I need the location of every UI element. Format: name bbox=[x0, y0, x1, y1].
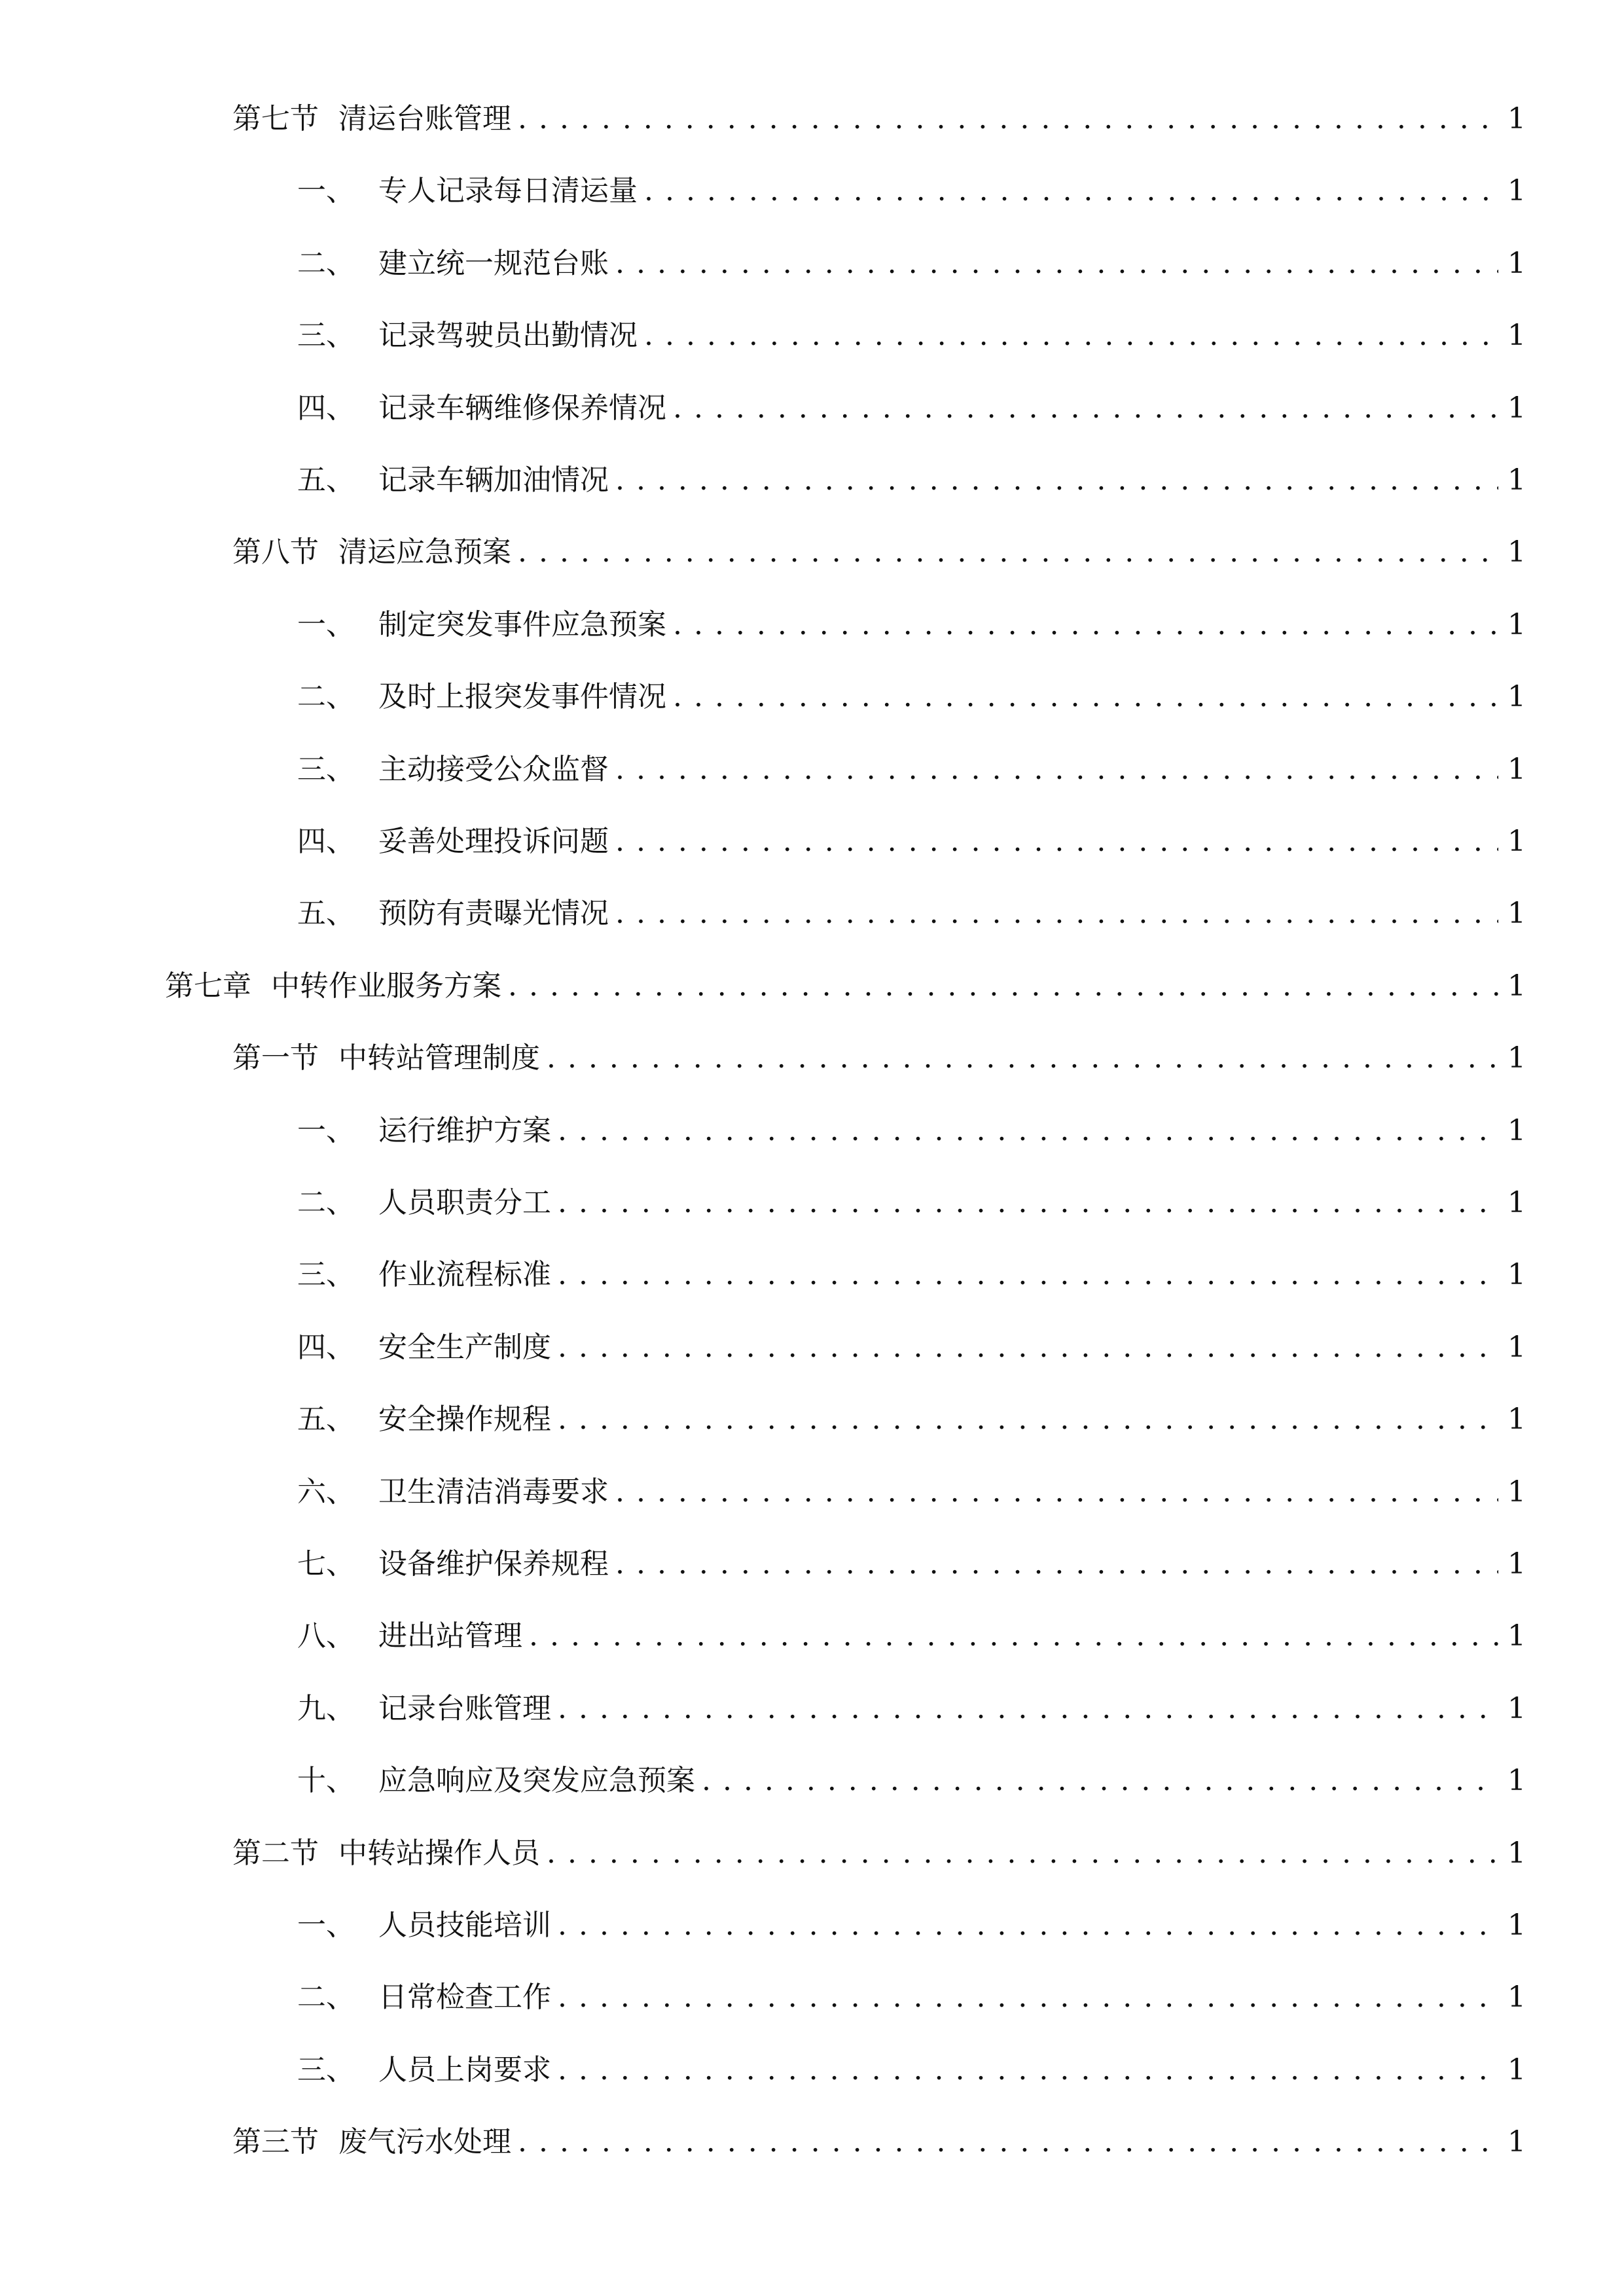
toc-page-number: 1 bbox=[1507, 247, 1526, 280]
toc-entry-number: 五、 bbox=[297, 897, 355, 930]
toc-entry-title: 中转站管理制度 bbox=[338, 1041, 540, 1075]
toc-dot-leader bbox=[558, 2049, 1498, 2091]
toc-page-number: 1 bbox=[1507, 608, 1526, 641]
toc-entry-title: 记录车辆加油情况 bbox=[378, 463, 609, 497]
toc-entry-title: 中转站操作人员 bbox=[338, 1837, 540, 1870]
toc-dot-leader bbox=[702, 1760, 1498, 1802]
toc-entry-number: 第七节 bbox=[232, 102, 319, 135]
toc-page-number: 1 bbox=[1507, 825, 1526, 858]
toc-entry[interactable] bbox=[297, 1399, 1526, 1441]
toc-entry[interactable] bbox=[297, 459, 1526, 501]
toc-page-number: 1 bbox=[1507, 1764, 1526, 1797]
toc-entry-number: 八、 bbox=[297, 1619, 355, 1653]
toc-dot-leader bbox=[644, 315, 1498, 357]
toc-entry-title: 作业流程标准 bbox=[378, 1258, 551, 1291]
toc-dot-leader bbox=[547, 1833, 1498, 1874]
toc-dot-leader bbox=[518, 2121, 1498, 2163]
toc-entry[interactable] bbox=[297, 1110, 1526, 1152]
toc-entry-number: 三、 bbox=[297, 2053, 355, 2087]
toc-entry[interactable] bbox=[232, 98, 1526, 140]
toc-dot-leader bbox=[615, 243, 1498, 285]
toc-entry[interactable] bbox=[297, 749, 1526, 791]
toc-page-number: 1 bbox=[1507, 2125, 1526, 2159]
toc-page-number: 1 bbox=[1507, 1981, 1526, 2014]
toc-page-number: 1 bbox=[1507, 1331, 1526, 1364]
toc-entry-number: 二、 bbox=[297, 1981, 355, 2014]
toc-entry-number: 二、 bbox=[297, 247, 355, 280]
toc-dot-leader bbox=[558, 1110, 1498, 1152]
toc-dot-leader bbox=[518, 531, 1498, 573]
toc-entry-title: 清运应急预案 bbox=[338, 535, 511, 569]
toc-dot-leader bbox=[615, 459, 1498, 501]
toc-entry[interactable] bbox=[297, 893, 1526, 935]
toc-entry[interactable] bbox=[297, 170, 1526, 212]
toc-entry-number: 二、 bbox=[297, 680, 355, 713]
toc-dot-leader bbox=[558, 1977, 1498, 2018]
toc-page-number: 1 bbox=[1507, 1258, 1526, 1291]
toc-entry[interactable] bbox=[297, 1543, 1526, 1585]
toc-entry[interactable] bbox=[297, 1615, 1526, 1657]
toc-page-number: 1 bbox=[1507, 2053, 1526, 2087]
toc-entry-title: 人员职责分工 bbox=[378, 1186, 551, 1219]
toc-entry-number: 第七章 bbox=[165, 969, 251, 1003]
toc-dot-leader bbox=[558, 1905, 1498, 1946]
toc-entry[interactable] bbox=[297, 821, 1526, 863]
toc-page-number: 1 bbox=[1507, 391, 1526, 425]
toc-entry-title: 记录台账管理 bbox=[378, 1692, 551, 1725]
toc-dot-leader bbox=[615, 1543, 1498, 1585]
toc-dot-leader bbox=[558, 1327, 1498, 1369]
toc-page-number: 1 bbox=[1507, 1475, 1526, 1509]
toc-entry[interactable] bbox=[297, 1688, 1526, 1730]
toc-dot-leader bbox=[615, 821, 1498, 863]
toc-entry-title: 安全生产制度 bbox=[378, 1331, 551, 1364]
toc-entry[interactable] bbox=[297, 604, 1526, 646]
toc-page-number: 1 bbox=[1507, 174, 1526, 207]
toc-entry-title: 进出站管理 bbox=[378, 1619, 522, 1653]
toc-entry-number: 二、 bbox=[297, 1186, 355, 1219]
toc-entry-number: 五、 bbox=[297, 463, 355, 497]
toc-entry[interactable] bbox=[297, 1327, 1526, 1369]
toc-dot-leader bbox=[558, 1688, 1498, 1730]
toc-entry-title: 应急响应及突发应急预案 bbox=[378, 1764, 695, 1797]
toc-dot-leader bbox=[518, 98, 1498, 140]
toc-entry-number: 第一节 bbox=[232, 1041, 319, 1075]
toc-page-number: 1 bbox=[1507, 969, 1526, 1003]
toc-entry[interactable] bbox=[297, 243, 1526, 285]
toc-entry-number: 三、 bbox=[297, 319, 355, 352]
toc-entry[interactable] bbox=[232, 1037, 1526, 1079]
toc-dot-leader bbox=[615, 893, 1498, 935]
toc-dot-leader bbox=[508, 965, 1498, 1007]
toc-entry-title: 设备维护保养规程 bbox=[378, 1547, 609, 1581]
toc-page-number: 1 bbox=[1507, 102, 1526, 135]
toc-entry-number: 一、 bbox=[297, 174, 355, 207]
toc-entry-number: 九、 bbox=[297, 1692, 355, 1725]
toc-entry-title: 废气污水处理 bbox=[338, 2125, 511, 2159]
toc-entry-number: 第二节 bbox=[232, 1837, 319, 1870]
toc-entry-number: 六、 bbox=[297, 1475, 355, 1509]
toc-entry-number: 一、 bbox=[297, 608, 355, 641]
toc-entry[interactable] bbox=[165, 965, 1526, 1007]
toc-entry-number: 四、 bbox=[297, 391, 355, 425]
toc-entry-number: 一、 bbox=[297, 1114, 355, 1147]
toc-entry-title: 记录车辆维修保养情况 bbox=[378, 391, 666, 425]
toc-page-number: 1 bbox=[1507, 1619, 1526, 1653]
toc-entry[interactable] bbox=[297, 676, 1526, 718]
toc-page-number: 1 bbox=[1507, 1547, 1526, 1581]
toc-page-number: 1 bbox=[1507, 1692, 1526, 1725]
toc-page-number: 1 bbox=[1507, 1041, 1526, 1075]
toc-entry-number: 三、 bbox=[297, 1258, 355, 1291]
toc-entry-title: 专人记录每日清运量 bbox=[378, 174, 638, 207]
toc-page-number: 1 bbox=[1507, 680, 1526, 713]
toc-entry[interactable] bbox=[297, 1977, 1526, 2018]
toc-page-number: 1 bbox=[1507, 897, 1526, 930]
toc-page-number: 1 bbox=[1507, 753, 1526, 786]
toc-entry-number: 七、 bbox=[297, 1547, 355, 1581]
toc-entry[interactable] bbox=[297, 1254, 1526, 1296]
toc-entry-number: 四、 bbox=[297, 1331, 355, 1364]
toc-entry-title: 人员上岗要求 bbox=[378, 2053, 551, 2087]
toc-entry-title: 记录驾驶员出勤情况 bbox=[378, 319, 638, 352]
toc-entry-number: 一、 bbox=[297, 1909, 355, 1942]
toc-page-number: 1 bbox=[1507, 1403, 1526, 1436]
toc-entry[interactable] bbox=[297, 315, 1526, 357]
toc-dot-leader bbox=[529, 1615, 1498, 1657]
toc-entry-title: 建立统一规范台账 bbox=[378, 247, 609, 280]
toc-entry-title: 主动接受公众监督 bbox=[378, 753, 609, 786]
toc-page-number: 1 bbox=[1507, 535, 1526, 569]
toc-dot-leader bbox=[558, 1254, 1498, 1296]
toc-dot-leader bbox=[673, 676, 1498, 718]
toc-entry[interactable] bbox=[232, 1833, 1526, 1874]
toc-entry-number: 四、 bbox=[297, 825, 355, 858]
toc-entry[interactable] bbox=[297, 1182, 1526, 1224]
toc-entry-number: 十、 bbox=[297, 1764, 355, 1797]
toc-entry-number: 第三节 bbox=[232, 2125, 319, 2159]
toc-entry[interactable] bbox=[297, 1471, 1526, 1513]
toc-entry-title: 人员技能培训 bbox=[378, 1909, 551, 1942]
toc-entry[interactable] bbox=[297, 1760, 1526, 1802]
toc-entry[interactable] bbox=[232, 531, 1526, 573]
toc-dot-leader bbox=[558, 1182, 1498, 1224]
toc-page-number: 1 bbox=[1507, 1186, 1526, 1219]
toc-entry-title: 运行维护方案 bbox=[378, 1114, 551, 1147]
toc-dot-leader bbox=[644, 170, 1498, 212]
toc-page-number: 1 bbox=[1507, 463, 1526, 497]
toc-dot-leader bbox=[558, 1399, 1498, 1441]
toc-entry-title: 日常检查工作 bbox=[378, 1981, 551, 2014]
toc-entry-title: 制定突发事件应急预案 bbox=[378, 608, 666, 641]
toc-entry[interactable] bbox=[232, 2121, 1526, 2163]
toc-entry[interactable] bbox=[297, 387, 1526, 429]
toc-entry[interactable] bbox=[297, 2049, 1526, 2091]
toc-entry-title: 安全操作规程 bbox=[378, 1403, 551, 1436]
toc-entry-title: 卫生清洁消毒要求 bbox=[378, 1475, 609, 1509]
toc-entry-title: 中转作业服务方案 bbox=[271, 969, 501, 1003]
toc-page-number: 1 bbox=[1507, 1909, 1526, 1942]
toc-entry-number: 三、 bbox=[297, 753, 355, 786]
toc-page-number: 1 bbox=[1507, 319, 1526, 352]
toc-dot-leader bbox=[673, 604, 1498, 646]
toc-entry-title: 妥善处理投诉问题 bbox=[378, 825, 609, 858]
toc-entry[interactable] bbox=[297, 1905, 1526, 1946]
toc-page-number: 1 bbox=[1507, 1114, 1526, 1147]
toc-entry-title: 及时上报突发事件情况 bbox=[378, 680, 666, 713]
toc-entry-title: 清运台账管理 bbox=[338, 102, 511, 135]
toc-entry-title: 预防有责曝光情况 bbox=[378, 897, 609, 930]
toc-dot-leader bbox=[547, 1037, 1498, 1079]
toc-entry-number: 五、 bbox=[297, 1403, 355, 1436]
toc-dot-leader bbox=[615, 1471, 1498, 1513]
toc-entry-number: 第八节 bbox=[232, 535, 319, 569]
toc-page-number: 1 bbox=[1507, 1837, 1526, 1870]
toc-dot-leader bbox=[673, 387, 1498, 429]
toc-dot-leader bbox=[615, 749, 1498, 791]
